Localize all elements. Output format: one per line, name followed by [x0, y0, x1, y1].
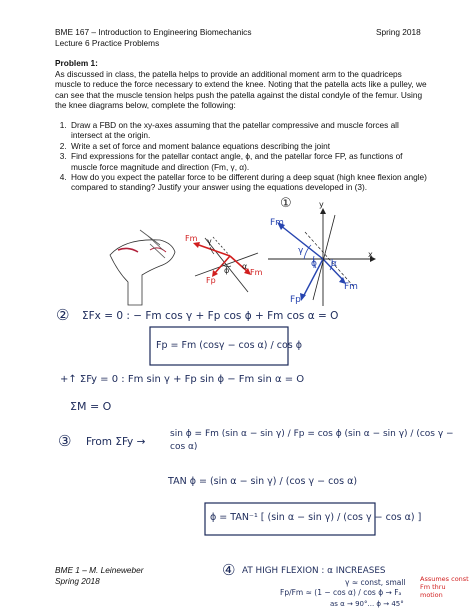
step3-number: ③	[58, 432, 72, 450]
right-phi-label: ϕ	[311, 259, 317, 269]
course-title: BME 167 – Introduction to Engineering Biomechanics	[55, 27, 252, 37]
right-alpha-label: α	[331, 259, 337, 269]
step4-number: ④	[222, 561, 236, 579]
term-label: Spring 2018	[376, 27, 421, 37]
problem-item-2: 2. Write a set of force and moment balance equations describing the joint	[69, 141, 427, 151]
step2-number: ②	[56, 306, 70, 324]
problem-item-3: 3. Find expressions for the patellar contact angle, ϕ, and the patellar force FP, as functions of muscle force magnitude and direction (Fm, γ, α).	[69, 151, 427, 172]
right-fm-label: Fm	[270, 218, 284, 228]
y-axis-label: y	[319, 200, 324, 209]
gamma-const-note: γ ≈ const, small	[345, 578, 406, 587]
middle-fbd	[193, 237, 258, 292]
footer-author: BME 1 – M. Leineweber	[55, 565, 144, 575]
lecture-title: Lecture 6 Practice Problems	[55, 38, 160, 48]
fp-result: Fp = Fm (cosγ − cos α) / cos ϕ	[156, 340, 303, 351]
tan-phi-equation: TAN ϕ = (sin α − sin γ) / (cos γ − cos α)	[168, 476, 358, 487]
middle-fp-label: Fp	[206, 276, 216, 285]
middle-fm-label: Fm	[185, 234, 198, 243]
problem-item-4: 4. How do you expect the patellar force to be different during a deep squat (high knee flexion angle) compared to standing? Justify your answer using the equations developed in (3).	[69, 172, 427, 193]
from-sum-fy-label: From ΣFy →	[86, 436, 146, 448]
sum-moment-equation: ΣM = O	[70, 400, 112, 413]
circled-one-label: ①	[280, 196, 292, 211]
right-gamma-label: γ	[298, 246, 304, 256]
assumption-annotation: Assumes const Fm thru motion	[420, 575, 469, 599]
right-fbd	[268, 208, 376, 306]
middle-phi-label: ϕ	[224, 266, 230, 275]
knee-sketch	[110, 230, 175, 305]
sin-phi-equation: sin ϕ = Fm (sin α − sin γ) / Fp = cos ϕ (sin α − sin γ) / (cos γ − cos α)	[170, 429, 454, 452]
right-fp-label: Fp	[290, 295, 301, 305]
phi-result: ϕ = TAN⁻¹ [ (sin α − sin γ) / (cos γ − cos α) ]	[210, 512, 422, 523]
high-flexion-note: AT HIGH FLEXION : α INCREASES	[242, 566, 386, 576]
right-fm2-label: Fm	[344, 282, 358, 292]
middle-gamma-label: γ	[207, 237, 212, 246]
middle-fm2-label: Fm	[250, 268, 263, 277]
fp-over-fm-note: Fp/Fm ≈ (1 − cos α) / cos ϕ → Fₐ	[280, 588, 402, 597]
problem-intro: As discussed in class, the patella helps to provide an additional moment arm to the quadriceps muscle to reduce the force necessary to extend the knee. Noting that the patella acts like a pulley, we can see that the muscle tension helps push the patella against the distal condyle of the femur. Using the knee diagrams below, complete the following:	[55, 69, 427, 111]
middle-alpha-label: α	[242, 262, 248, 271]
footer-term: Spring 2018	[55, 576, 100, 586]
problem-title: Problem 1:	[55, 58, 98, 68]
problem-item-1: 1. Draw a FBD on the xy-axes assuming that the patellar compressive and muscle forces all intersect at the origin.	[69, 120, 427, 141]
x-axis-label: x	[368, 250, 373, 259]
sum-fx-equation: ΣFx = 0 : − Fm cos γ + Fp cos ϕ + Fm cos α = O	[82, 310, 339, 322]
alpha-limit-note: as α → 90°... ϕ → 45°	[330, 600, 404, 608]
sum-fy-equation: +↑ ΣFy = 0 : Fm sin γ + Fp sin ϕ − Fm sin α = O	[60, 374, 305, 385]
